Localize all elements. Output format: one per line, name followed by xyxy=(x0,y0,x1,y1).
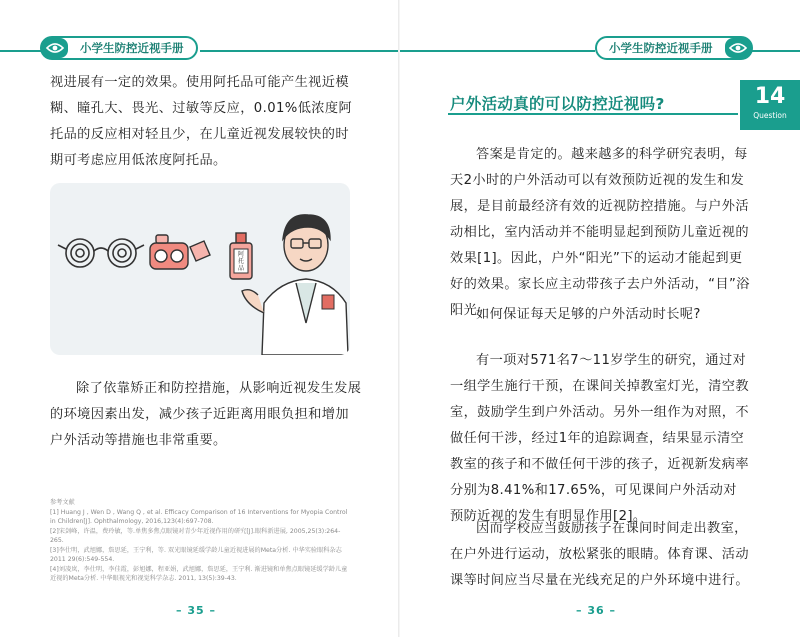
references xyxy=(50,498,350,584)
bottle-label-2: 托 xyxy=(237,258,245,265)
right-paragraph-3 xyxy=(450,348,750,530)
right-paragraph-1 xyxy=(450,142,750,324)
illustration-drawing xyxy=(50,183,350,355)
page-number-right: – 36 – xyxy=(576,604,616,617)
right-paragraph-2-text: 如何保证每天足够的户外活动时长呢? xyxy=(476,307,701,322)
reference-item: [1] Huang J , Wen D , Wang Q , et al. Efficacy Comparison of 16 Interventions for Myopia Control in Children[J]. Ophthalmology, 2016,123(4):697-708. xyxy=(50,508,348,525)
header-title-pill xyxy=(40,36,198,60)
right-paragraph-4-text: 因而学校应当鼓励孩子在课间时间走出教室，在户外进行运动，放松紧张的眼睛。体育课、活动课等时间应当尽量在光线充足的户外环境中进行。 xyxy=(450,521,749,588)
right-paragraph-1-text: 答案是肯定的。越来越多的科学研究表明，每天2小时的户外活动可以有效预防近视的发生和发展，是目前最经济有效的近视防控措施。与户外活动相比，室内活动并不能明显起到预防儿童近视的效果[1]。因此，户外“阳光”下的运动才能起到更好的效果。家长应主动带孩子去户外活动，“目”浴阳光。 xyxy=(450,147,750,318)
doctor-figure xyxy=(242,215,348,355)
question-number: 14 xyxy=(754,84,786,109)
reference-item: [4]刘凌岚，李仕明，李佳霞，彭旭娜，程亚娟，武旭娜，詹思延，王宁利. 渐进镜和单焦点眼镜延缓学龄儿童近视的Meta分析. 中华眼视光和视觉科学杂志. 2011, 13(5):39-43. xyxy=(50,565,348,582)
illustration xyxy=(50,183,350,355)
question-title: 户外活动真的可以防控近视吗? xyxy=(450,95,665,113)
bottle-label-3: 品 xyxy=(237,265,245,272)
lens-case-icon xyxy=(150,235,210,269)
reference-item: [3]李仕明，武旭娜，詹思延，王宁利，等. 双光眼镜延缓学龄儿童近视进展的Meta分析. 中华实验眼科杂志 2011 29(6):549-554. xyxy=(50,546,342,563)
right-paragraph-2 xyxy=(450,302,750,328)
right-paragraph-3-text: 有一项对571名7～11岁学生的研究，通过对一组学生施行干预，在课间关掉教室灯光，清空教室，鼓励学生到户外活动。另外一组作为对照，不做任何干涉，经过1年的追踪调查，结果显示清空教室的孩子和不做任何干涉的孩子，近视新发病率分别为8.41%和17.65%，可见课间户外活动对预防近视的发生有明显作用[2]。 xyxy=(450,353,749,524)
references-heading: 参考文献 xyxy=(50,499,75,506)
header-title-pill xyxy=(595,36,753,60)
question-badge xyxy=(740,80,800,130)
header-rule-right xyxy=(200,50,400,52)
left-paragraph-1: 视进展有一定的效果。使用阿托品可能产生视近模糊、瞳孔大、畏光、过敏等反应，0.01%低浓度阿托品的反应相对轻且少，在儿童近视发展较快的时期可考虑应用低浓度阿托品。 xyxy=(50,75,353,168)
eye-icon xyxy=(42,38,68,58)
eye-icon xyxy=(725,38,751,58)
question-label: Question xyxy=(753,111,787,120)
bottle-label-1: 阿 xyxy=(237,251,245,258)
question-underline xyxy=(448,113,738,115)
page-number-left: – 35 – xyxy=(176,604,216,617)
right-paragraph-4 xyxy=(450,516,750,594)
book-title: 小学生防控近视手册 xyxy=(609,41,713,55)
left-paragraph-2-text: 除了依靠矫正和防控措施，从影响近视发生发展的环境因素出发，减少孩子近距离用眼负担和增加户外活动等措施也非常重要。 xyxy=(50,381,362,448)
reference-item: [2]宋剑峰，许温，费玲敏，等.单焦多焦点眼镜对青少年近视作用的研究[J].眼科新进展, 2005,25(3):264-265. xyxy=(50,527,341,544)
left-paragraph-2 xyxy=(50,376,362,454)
glasses-icon xyxy=(58,239,144,267)
header-rule-left xyxy=(400,50,595,52)
book-title: 小学生防控近视手册 xyxy=(80,41,184,55)
